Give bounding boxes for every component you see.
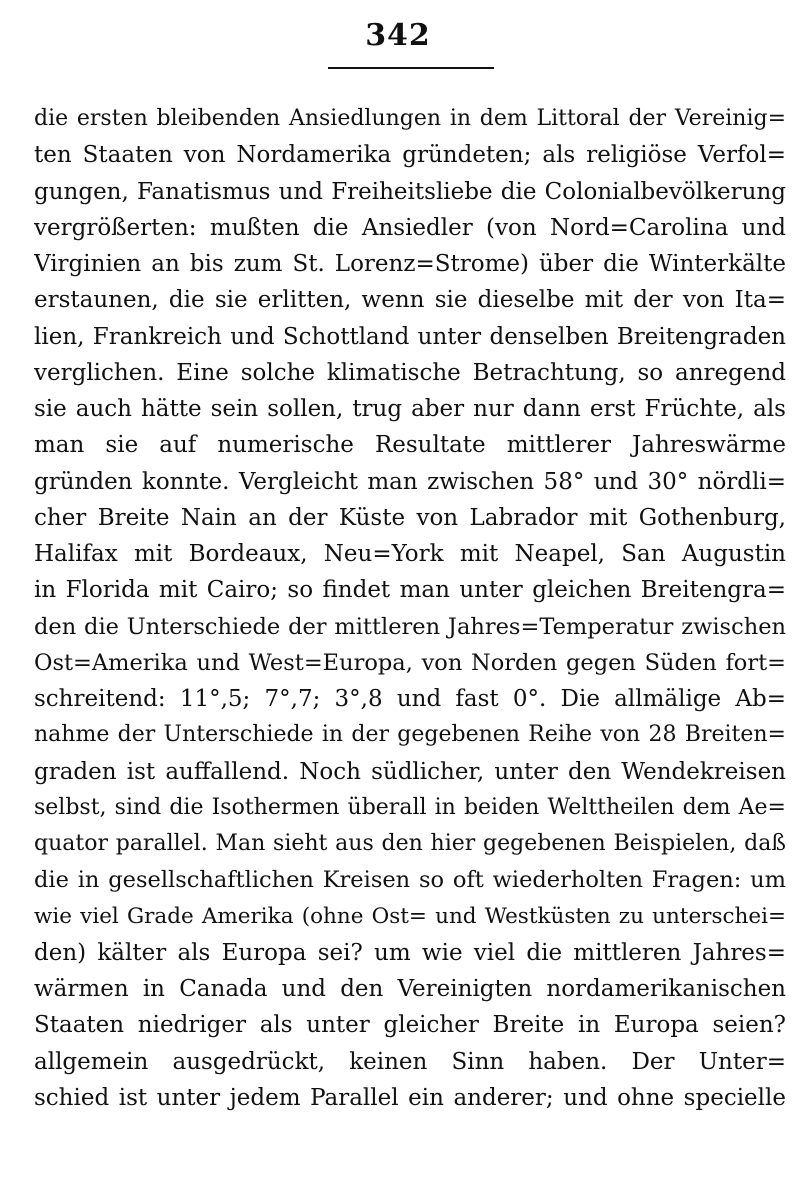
text-line: den die Unterschiede der mittleren Jahres=Temperatur zwischen (34, 613, 786, 640)
body-text (34, 101, 786, 1116)
text-line: quator parallel. Man sieht aus den hier gegebenen Beispielen, daß (34, 831, 786, 856)
text-line: nahme der Unterschiede in der gegebenen Reihe von 28 Breiten= (34, 722, 786, 748)
text-line: Virginien an bis zum St. Lorenz=Strome) über die Winterkälte (34, 251, 786, 277)
text-line: wie viel Grade Amerika (ohne Ost= und Westküsten zu unterschei= (34, 903, 786, 929)
text-line: Ost=Amerika und West=Europa, von Norden gegen Süden fort= (34, 649, 786, 676)
text-line: erstaunen, die sie erlitten, wenn sie dieselbe mit der von Ita= (34, 287, 786, 314)
text-line: Halifax mit Bordeaux, Neu=York mit Neapel, San Augustin (34, 541, 786, 567)
text-line: gungen, Fanatismus und Freiheitsliebe die Colonialbevölkerung (34, 178, 786, 205)
header-rule (328, 67, 494, 69)
text-line: die ersten bleibenden Ansiedlungen in dem Littoral der Vereinig= (34, 106, 786, 131)
text-line: man sie auf numerische Resultate mittlerer Jahreswärme (34, 432, 786, 459)
text-line: Staaten niedriger als unter gleicher Breite in Europa seien? (34, 1012, 786, 1039)
text-line: sie auch hätte sein sollen, trug aber nur dann erst Früchte, als (34, 396, 786, 422)
text-line: ten Staaten von Nordamerika gründeten; als religiöse Verfol= (34, 142, 786, 169)
text-line: die in gesellschaftlichen Kreisen so oft wiederholten Fragen: um (34, 867, 786, 894)
text-line: cher Breite Nain an der Küste von Labrador mit Gothenburg, (34, 504, 786, 531)
page-number: 342 (365, 18, 431, 53)
text-line: in Florida mit Cairo; so findet man unter gleichen Breitengra= (34, 577, 786, 604)
text-line: den) kälter als Europa sei? um wie viel die mittleren Jahres= (34, 939, 786, 966)
text-line: lien, Frankreich und Schottland unter denselben Breitengraden (34, 323, 786, 350)
text-line: selbst, sind die Isothermen überall in beiden Welttheilen dem Ae= (34, 794, 786, 820)
text-line: graden ist auffallend. Noch südlicher, unter den Wendekreisen (34, 758, 786, 785)
text-line: gründen konnte. Vergleicht man zwischen 58° und 30° nördli= (34, 468, 786, 495)
text-line: verglichen. Eine solche klimatische Betrachtung, so anregend (34, 359, 786, 386)
text-line: vergrößerten: mußten die Ansiedler (von Nord=Carolina und (34, 214, 786, 241)
text-line: wärmen in Canada und den Vereinigten nordamerikanischen (34, 976, 786, 1002)
text-line: allgemein ausgedrückt, keinen Sinn haben. Der Unter= (34, 1048, 786, 1075)
text-line: schreitend: 11°,5; 7°,7; 3°,8 und fast 0°. Die allmälige Ab= (34, 686, 786, 712)
text-line: schied ist unter jedem Parallel ein anderer; und ohne specielle (34, 1084, 786, 1111)
